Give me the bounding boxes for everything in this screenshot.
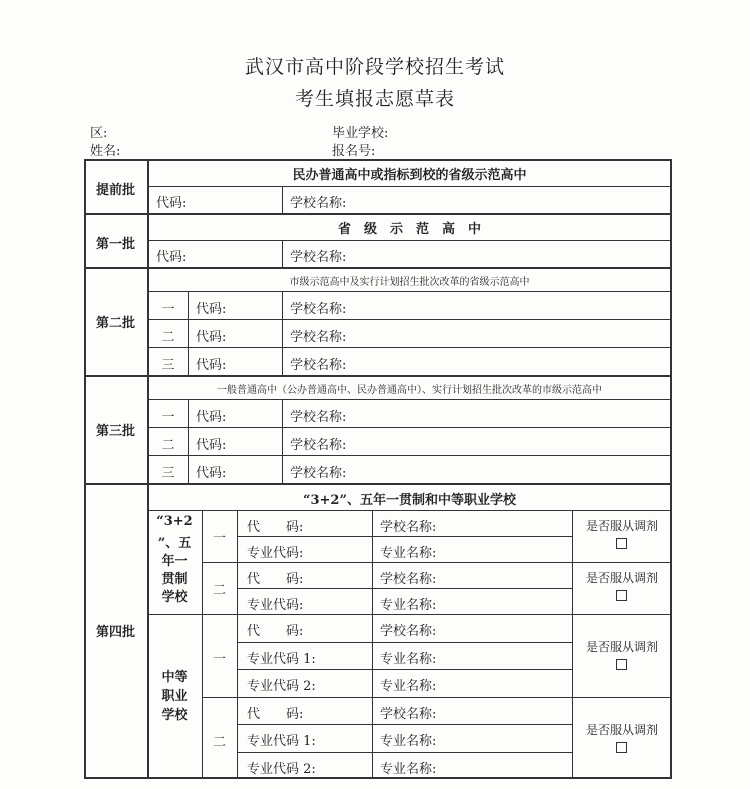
batch-label-early: 提前批 [95,183,135,198]
batch-divider [84,213,672,215]
column-divider [282,399,283,483]
group-label-3plus2: 学校 [161,590,188,605]
registration-number-label: 报名号: [332,144,376,159]
g1-code-label[interactable]: 代 码: [247,520,304,535]
adjust-checkbox[interactable] [616,742,627,753]
third-school-label[interactable]: 学校名称: [290,438,347,453]
batch-divider [84,267,672,269]
row-divider [147,291,672,292]
column-divider [282,240,283,267]
g1-major-code-label[interactable]: 专业代码: [247,598,304,613]
row-divider [237,536,572,537]
third-code-label[interactable]: 代码: [196,410,227,425]
column-divider [372,510,373,779]
row-divider [237,588,572,589]
graduate-school-label: 毕业学校: [332,126,389,141]
batch-heading-first: 省 级 示 范 高 中 [337,222,481,237]
g1-major-code-label[interactable]: 专业代码: [247,546,304,561]
third-code-label[interactable]: 代码: [196,438,227,453]
adjust-checkbox[interactable] [616,659,627,670]
adjust-label: 是否服从调剂 [585,519,658,533]
g2-code-label[interactable]: 代 码: [247,706,304,722]
group-label-3plus2: “3+2 [156,514,193,529]
group-label-vocational: 学校 [161,708,188,723]
entry-number: 一 [212,531,226,546]
second-school-label[interactable]: 学校名称: [290,358,347,373]
row-divider [147,455,672,456]
g1-school-label[interactable]: 学校名称: [380,572,437,587]
row-divider [237,724,572,725]
district-label: 区: [90,126,108,141]
batch-heading-fourth: “3+2”、五年一贯制和中等职业学校 [303,493,516,508]
batch-label-second: 第二批 [95,316,135,331]
batch-heading-third: 一般普通高中（公办普通高中、民办普通高中）、实行计划招生批次改革的市级示范高中 [217,385,602,396]
g2-major-2-label[interactable]: 专业名称: [380,761,437,777]
page-subtitle: 考生填报志愿草表 [294,88,455,110]
row-divider [237,642,572,643]
column-divider [188,291,189,375]
adjust-label: 是否服从调剂 [585,571,658,585]
adjust-label: 是否服从调剂 [585,722,658,737]
batch-label-fourth: 第四批 [95,625,135,640]
g2-code-label[interactable]: 代 码: [247,624,304,639]
g2-school-label[interactable]: 学校名称: [380,624,437,639]
g1-code-label[interactable]: 代 码: [247,572,304,587]
row-divider [202,562,672,563]
group-label-3plus2: 年一 [161,554,188,569]
third-school-label[interactable]: 学校名称: [290,466,347,481]
third-school-label[interactable]: 学校名称: [290,410,347,425]
row-number: 二 [161,330,175,345]
g2-school-label[interactable]: 学校名称: [380,706,437,722]
row-number: 三 [161,358,175,373]
row-number: 一 [161,302,175,317]
entry-number: 一 [212,652,226,667]
row-number: 三 [161,466,175,481]
second-code-label[interactable]: 代码: [196,330,227,345]
batch-divider [84,375,672,377]
adjust-checkbox[interactable] [616,590,627,601]
batch-heading-second: 市级示范高中及实行计划招生批次改革的省级示范高中 [289,277,530,288]
row-divider [202,697,672,698]
row-divider [147,240,672,241]
column-divider [237,510,238,779]
first-school-label[interactable]: 学校名称: [290,250,347,265]
row-divider [147,399,672,400]
student-name-label: 姓名: [90,144,121,159]
row-divider [147,186,672,187]
column-divider [282,186,283,213]
column-divider [282,291,283,375]
page-title: 武汉市高中阶段学校招生考试 [244,56,505,78]
entry-number: 二 [212,583,226,598]
g2-major-code-2-label[interactable]: 专业代码 2: [247,761,316,777]
row-number: 一 [161,410,175,425]
group-label-vocational: 中等 [161,670,188,685]
g2-major-code-1-label[interactable]: 专业代码 1: [247,734,316,749]
g2-major-code-1-label[interactable]: 专业代码 1: [247,651,316,667]
early-school-label[interactable]: 学校名称: [290,196,347,211]
g2-major-code-2-label[interactable]: 专业代码 2: [247,679,316,694]
g2-major-2-label[interactable]: 专业名称: [380,679,437,694]
row-divider [147,319,672,320]
batch-label-third: 第三批 [95,424,135,439]
g1-school-label[interactable]: 学校名称: [380,520,437,535]
entry-number: 二 [212,734,226,750]
group-divider [147,614,672,615]
second-school-label[interactable]: 学校名称: [290,302,347,317]
second-code-label[interactable]: 代码: [196,358,227,373]
row-divider [237,752,572,753]
batch-divider [84,483,672,485]
row-divider [237,669,572,670]
g1-major-label[interactable]: 专业名称: [380,546,437,561]
row-divider [147,427,672,428]
g2-major-1-label[interactable]: 专业名称: [380,651,437,667]
g2-major-1-label[interactable]: 专业名称: [380,734,437,749]
group-label-3plus2: 贯制 [161,572,188,587]
group-label-3plus2: ”、五 [157,536,192,551]
second-school-label[interactable]: 学校名称: [290,330,347,345]
batch-label-first: 第一批 [95,237,135,252]
third-code-label[interactable]: 代码: [196,466,227,481]
group-label-vocational: 职业 [161,689,188,704]
batch-heading-early: 民办普通高中或指标到校的省级示范高中 [292,168,527,183]
row-number: 二 [161,438,175,453]
adjust-checkbox[interactable] [616,538,627,549]
first-code-label[interactable]: 代码: [156,250,187,265]
second-code-label[interactable]: 代码: [196,302,227,317]
column-divider [188,399,189,483]
early-code-label[interactable]: 代码: [156,196,187,211]
g1-major-label[interactable]: 专业名称: [380,598,437,613]
row-divider [147,510,672,511]
adjust-label: 是否服从调剂 [585,640,658,654]
row-divider [147,347,672,348]
